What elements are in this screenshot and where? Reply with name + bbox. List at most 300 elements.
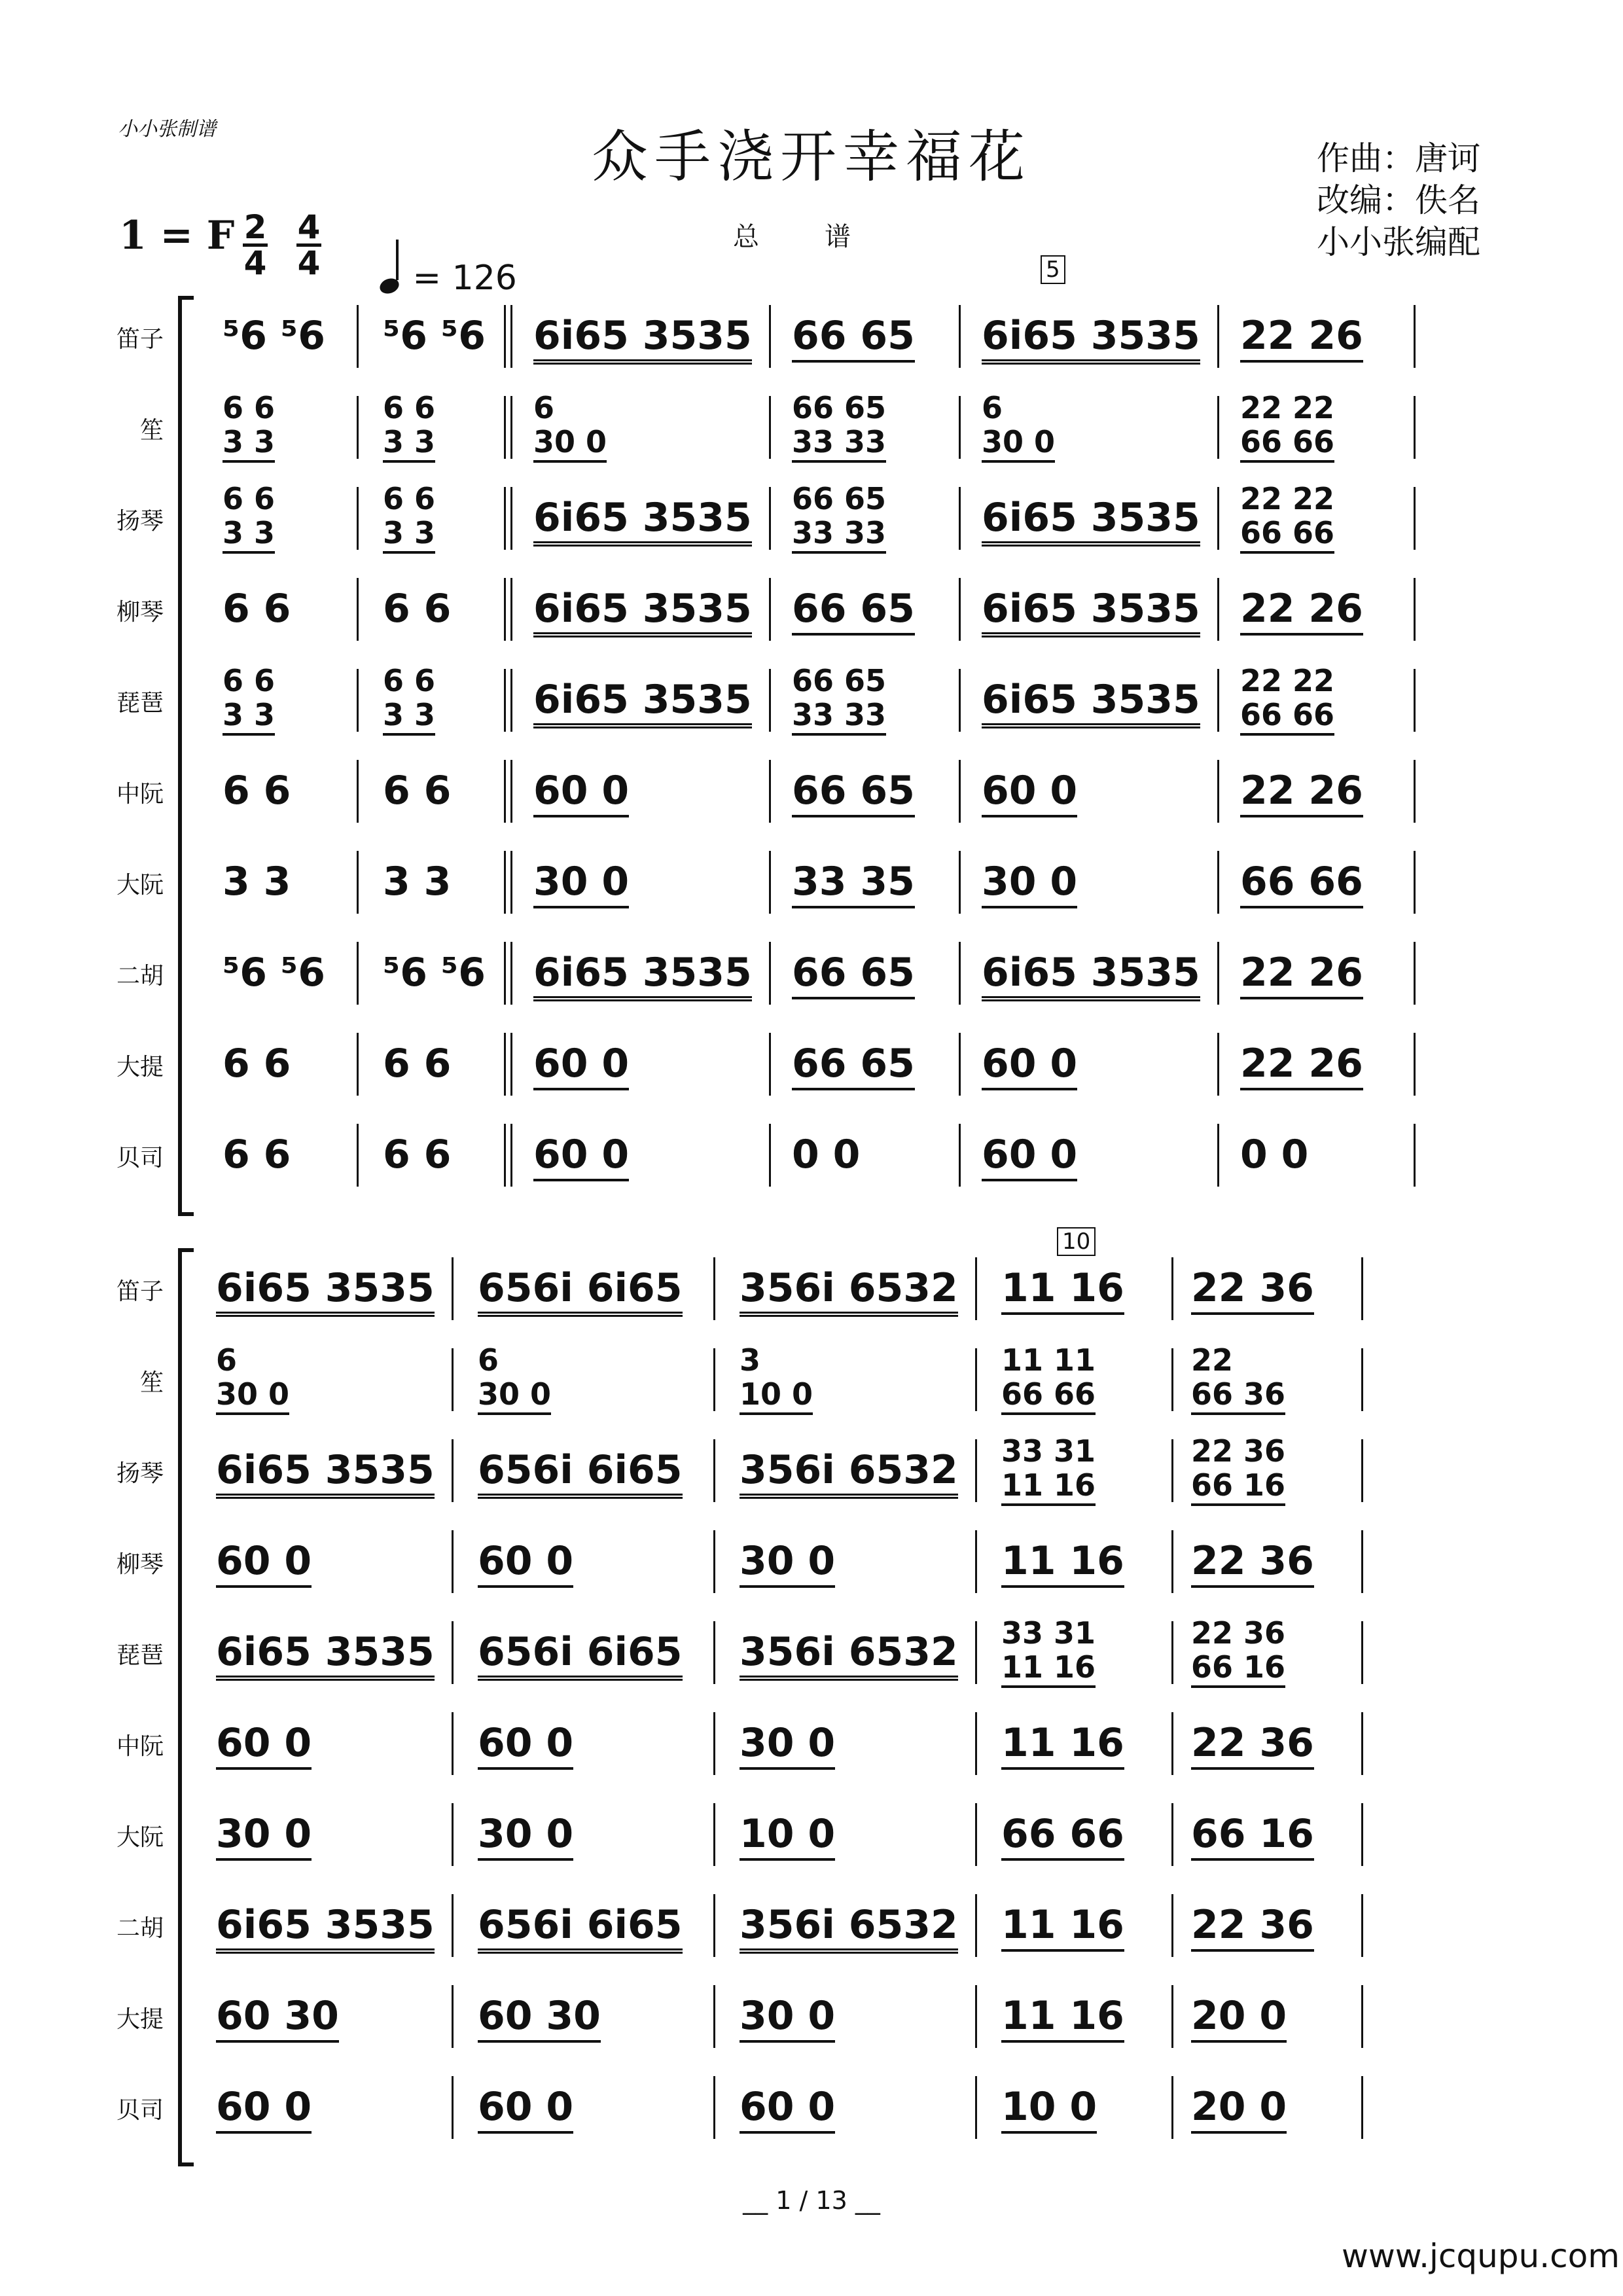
staff-row: [0, 295, 1623, 380]
score-maker: 小小张制谱: [118, 118, 216, 141]
measure-notes: [1191, 1343, 1285, 1415]
measure-notes: 60 0: [533, 1132, 629, 1181]
measure-notes: 60 0: [982, 1132, 1077, 1181]
barline: [452, 1621, 454, 1684]
measure-notes: [1001, 1343, 1096, 1415]
barline: [1217, 760, 1219, 823]
staff-row: [0, 1884, 1623, 1969]
measure-notes: [478, 1343, 551, 1415]
stacked-notes: 6: [478, 1342, 499, 1378]
staff-row: [0, 1793, 1623, 1878]
stacked-notes: 66 66: [1001, 1377, 1096, 1415]
measure-notes: ⁵6 ⁵6: [383, 950, 486, 996]
staff-row: [0, 1702, 1623, 1787]
brace-cap: [178, 2162, 194, 2166]
barline: [504, 851, 512, 914]
measure-notes: 22 36: [1191, 1720, 1314, 1770]
measure-notes: 20 0: [1191, 2084, 1287, 2134]
stacked-notes: 10 0: [740, 1377, 813, 1415]
barline: [1217, 669, 1219, 732]
measure-notes: 66 66: [1240, 859, 1363, 908]
measure-notes: 6i65 3535: [216, 1265, 435, 1317]
measure-notes: [223, 482, 275, 554]
end-barline: [1414, 305, 1416, 368]
barline: [769, 396, 771, 459]
barline: [1217, 1124, 1219, 1187]
stacked-notes: 30 0: [533, 425, 607, 463]
barline: [769, 305, 771, 368]
barline: [769, 669, 771, 732]
staff-row: [0, 476, 1623, 562]
score-kind: 总谱: [733, 222, 916, 252]
arranger: 改编：佚名: [1317, 181, 1480, 219]
staff-row: [0, 840, 1623, 925]
measure-notes: 6i65 3535: [216, 1902, 435, 1954]
stacked-notes: 11 16: [1001, 1468, 1096, 1506]
end-barline: [1361, 1621, 1363, 1684]
barline: [975, 1985, 977, 2048]
staff-row: [0, 658, 1623, 744]
measure-notes: [223, 664, 275, 736]
barline: [959, 1033, 961, 1096]
measure-notes: 6 6: [383, 768, 452, 814]
stacked-notes: 11 16: [1001, 1650, 1096, 1688]
measure-notes: 66 16: [1191, 1811, 1314, 1861]
measure-notes: 0 0: [1240, 1132, 1309, 1177]
instrument-label: 中阮: [116, 781, 164, 808]
barline: [452, 2076, 454, 2139]
barline: [713, 1348, 715, 1411]
stacked-notes: 3 3: [383, 516, 435, 554]
end-barline: [1414, 578, 1416, 641]
stacked-notes: 22 22: [1240, 481, 1335, 516]
measure-notes: [383, 664, 435, 736]
barline: [959, 578, 961, 641]
stacked-notes: 33 33: [792, 516, 886, 554]
stacked-notes: 66 66: [1240, 516, 1334, 554]
stacked-notes: 66 65: [792, 663, 887, 698]
measure-notes: [1191, 1616, 1285, 1688]
measure-notes: 30 0: [740, 1720, 835, 1770]
instrument-label: 中阮: [116, 1733, 164, 1760]
measure-notes: 6 6: [223, 586, 291, 632]
barline: [452, 1439, 454, 1502]
barline: [769, 1124, 771, 1187]
measure-notes: [383, 482, 435, 554]
barline: [504, 1124, 512, 1187]
measure-notes: [383, 391, 435, 463]
measure-notes: [1240, 391, 1334, 463]
measure-notes: [792, 664, 886, 736]
stacked-notes: 3 3: [223, 516, 275, 554]
end-barline: [1414, 1033, 1416, 1096]
stacked-notes: 6 6: [383, 390, 436, 425]
measure-notes: [792, 482, 886, 554]
measure-notes: 656i 6i65: [478, 1629, 683, 1681]
stacked-notes: 66 65: [792, 390, 887, 425]
barline: [959, 487, 961, 550]
stacked-notes: 11 11: [1001, 1342, 1096, 1378]
measure-notes: [740, 1343, 813, 1415]
measure-notes: 6i65 3535: [533, 950, 752, 1001]
bar-number-10: 10: [1057, 1227, 1096, 1256]
barline: [452, 1803, 454, 1866]
instrument-label: 扬琴: [116, 508, 164, 535]
stacked-notes: 3 3: [383, 698, 435, 736]
barline: [1171, 1257, 1173, 1320]
barline: [357, 487, 359, 550]
measure-notes: 66 65: [792, 586, 915, 636]
barline: [452, 1894, 454, 1957]
barline: [357, 1033, 359, 1096]
stacked-notes: 30 0: [216, 1377, 289, 1415]
barline: [1171, 1439, 1173, 1502]
measure-notes: [216, 1343, 289, 1415]
measure-notes: 11 16: [1001, 1993, 1124, 2043]
stacked-notes: 6 6: [383, 481, 436, 516]
end-barline: [1361, 1348, 1363, 1411]
measure-notes: 6i65 3535: [982, 495, 1200, 547]
barline: [452, 1530, 454, 1593]
stacked-notes: 22 36: [1191, 1615, 1286, 1651]
key-signature: 1 = F: [119, 213, 235, 259]
measure-notes: ⁵6 ⁵6: [223, 313, 325, 359]
stacked-notes: 33 31: [1001, 1433, 1096, 1469]
measure-notes: 60 0: [982, 1041, 1077, 1090]
measure-notes: 11 16: [1001, 1538, 1124, 1588]
measure-notes: 20 0: [1191, 1993, 1287, 2043]
barline: [959, 396, 961, 459]
barline: [1217, 851, 1219, 914]
bar-number-5: 5: [1041, 255, 1065, 284]
stacked-notes: 66 65: [792, 481, 887, 516]
barline: [1171, 1621, 1173, 1684]
barline: [959, 1124, 961, 1187]
composer: 作曲：唐诃: [1317, 139, 1480, 177]
measure-notes: [533, 391, 607, 463]
measure-notes: 6i65 3535: [533, 586, 752, 637]
measure-notes: 22 26: [1240, 1041, 1363, 1090]
instrument-label: 二胡: [116, 963, 164, 990]
stacked-notes: 30 0: [982, 425, 1055, 463]
tempo-value: = 126: [412, 259, 517, 298]
measure-notes: 66 66: [1001, 1811, 1124, 1861]
stacked-notes: 3 3: [223, 698, 275, 736]
end-barline: [1361, 1257, 1363, 1320]
end-barline: [1361, 1803, 1363, 1866]
measure-notes: [1191, 1434, 1285, 1506]
measure-notes: 356i 6532: [740, 1265, 958, 1317]
measure-notes: 356i 6532: [740, 1902, 958, 1954]
staff-row: [0, 1520, 1623, 1605]
measure-notes: 66 65: [792, 950, 915, 999]
end-barline: [1361, 2076, 1363, 2139]
measure-notes: 656i 6i65: [478, 1902, 683, 1954]
instrument-label: 笛子: [116, 326, 164, 353]
measure-notes: 60 0: [478, 1720, 573, 1770]
stacked-notes: 6 6: [223, 663, 276, 698]
measure-notes: 66 65: [792, 1041, 915, 1090]
barline: [959, 669, 961, 732]
barline: [975, 1712, 977, 1775]
barline: [713, 1257, 715, 1320]
measure-notes: 6 6: [383, 1132, 452, 1177]
measure-notes: 11 16: [1001, 1902, 1124, 1952]
barline: [1217, 487, 1219, 550]
stacked-notes: 66 66: [1240, 698, 1334, 736]
brace-cap: [178, 1212, 194, 1216]
barline: [975, 1803, 977, 1866]
stacked-notes: 3: [740, 1342, 761, 1378]
measure-notes: 60 30: [478, 1993, 601, 2043]
barline: [769, 760, 771, 823]
measure-notes: 356i 6532: [740, 1629, 958, 1681]
barline: [1217, 942, 1219, 1005]
measure-notes: 60 0: [740, 2084, 835, 2134]
time-sig-1-den: 4: [243, 244, 267, 282]
barline: [769, 487, 771, 550]
end-barline: [1414, 669, 1416, 732]
barline: [1171, 1348, 1173, 1411]
instrument-label: 二胡: [116, 1915, 164, 1942]
measure-notes: 6 6: [223, 1132, 291, 1177]
stacked-notes: 6 6: [383, 663, 436, 698]
end-barline: [1361, 1530, 1363, 1593]
measure-notes: 22 26: [1240, 950, 1363, 999]
measure-notes: 60 0: [216, 1538, 312, 1588]
stacked-notes: 30 0: [478, 1377, 551, 1415]
barline: [713, 1439, 715, 1502]
barline: [504, 396, 512, 459]
barline: [975, 1348, 977, 1411]
barline: [357, 669, 359, 732]
instrument-label: 柳琴: [116, 1551, 164, 1578]
measure-notes: 6i65 3535: [216, 1447, 435, 1499]
measure-notes: 6 6: [383, 586, 452, 632]
note-stem: [396, 240, 399, 280]
stacked-notes: 66 16: [1191, 1468, 1285, 1506]
staff-row: [0, 1113, 1623, 1198]
measure-notes: 60 30: [216, 1993, 339, 2043]
barline: [713, 1803, 715, 1866]
end-barline: [1414, 851, 1416, 914]
instrument-label: 大阮: [116, 872, 164, 899]
barline: [1171, 1530, 1173, 1593]
barline: [975, 1439, 977, 1502]
barline: [959, 305, 961, 368]
measure-notes: ⁵6 ⁵6: [223, 950, 325, 996]
measure-notes: 60 0: [533, 768, 629, 817]
measure-notes: 11 16: [1001, 1720, 1124, 1770]
measure-notes: 60 0: [216, 2084, 312, 2134]
measure-notes: 6i65 3535: [982, 677, 1200, 728]
barline: [769, 942, 771, 1005]
end-barline: [1414, 487, 1416, 550]
tempo-marking: [380, 249, 517, 298]
end-barline: [1361, 1894, 1363, 1957]
barline: [713, 1621, 715, 1684]
stacked-notes: 33 33: [792, 425, 886, 463]
instrument-label: 笙: [139, 1369, 164, 1396]
stacked-notes: 6: [982, 390, 1003, 425]
barline: [975, 1894, 977, 1957]
staff-row: [0, 1022, 1623, 1107]
measure-notes: ⁵6 ⁵6: [383, 313, 486, 359]
page-number: __ 1 / 13 __: [743, 2186, 880, 2215]
barline: [713, 1985, 715, 2048]
measure-notes: 33 35: [792, 859, 915, 908]
stacked-notes: 22 22: [1240, 663, 1335, 698]
end-barline: [1414, 1124, 1416, 1187]
measure-notes: 22 36: [1191, 1538, 1314, 1588]
barline: [504, 760, 512, 823]
measure-notes: 656i 6i65: [478, 1447, 683, 1499]
time-sig-1-num: 2: [243, 208, 267, 246]
measure-notes: [1001, 1434, 1096, 1506]
end-barline: [1414, 760, 1416, 823]
barline: [357, 942, 359, 1005]
instrument-label: 笙: [139, 417, 164, 444]
barline: [452, 1257, 454, 1320]
instrument-label: 琵琶: [116, 690, 164, 717]
staff-row: [0, 567, 1623, 653]
measure-notes: 6 6: [383, 1041, 452, 1086]
orchestrator: 小小张编配: [1317, 223, 1480, 261]
measure-notes: 30 0: [740, 1538, 835, 1588]
stacked-notes: 33 33: [792, 698, 886, 736]
end-barline: [1414, 396, 1416, 459]
stacked-notes: 6 6: [223, 481, 276, 516]
instrument-label: 扬琴: [116, 1460, 164, 1487]
barline: [975, 1257, 977, 1320]
measure-notes: 10 0: [1001, 2084, 1097, 2134]
time-sig-2-num: 4: [297, 208, 321, 246]
barline: [959, 942, 961, 1005]
credits: [1317, 137, 1480, 263]
stacked-notes: 3 3: [383, 425, 435, 463]
measure-notes: 30 0: [740, 1993, 835, 2043]
measure-notes: [223, 391, 275, 463]
barline: [1217, 305, 1219, 368]
barline: [959, 760, 961, 823]
barline: [1171, 2076, 1173, 2139]
barline: [1171, 1712, 1173, 1775]
staff-row: [0, 1611, 1623, 1696]
barline: [713, 2076, 715, 2139]
stacked-notes: 22: [1191, 1342, 1234, 1378]
barline: [975, 1621, 977, 1684]
barline: [504, 487, 512, 550]
stacked-notes: 6: [216, 1342, 238, 1378]
measure-notes: 656i 6i65: [478, 1265, 683, 1317]
barline: [959, 851, 961, 914]
instrument-label: 大提: [116, 1054, 164, 1081]
instrument-label: 笛子: [116, 1278, 164, 1305]
stacked-notes: 66 16: [1191, 1650, 1285, 1688]
instrument-label: 贝司: [116, 2097, 164, 2124]
staff-row: [0, 1429, 1623, 1514]
measure-notes: 6i65 3535: [533, 495, 752, 547]
staff-row: [0, 1247, 1623, 1332]
measure-notes: 60 0: [216, 1720, 312, 1770]
end-barline: [1361, 1712, 1363, 1775]
measure-notes: 30 0: [478, 1811, 573, 1861]
measure-notes: 11 16: [1001, 1265, 1124, 1315]
barline: [357, 760, 359, 823]
time-sig-2-den: 4: [297, 244, 321, 282]
measure-notes: 6 6: [223, 1041, 291, 1086]
barline: [769, 1033, 771, 1096]
instrument-label: 柳琴: [116, 599, 164, 626]
barline: [769, 851, 771, 914]
measure-notes: 10 0: [740, 1811, 835, 1861]
stacked-notes: 66 66: [1240, 425, 1334, 463]
barline: [504, 1033, 512, 1096]
measure-notes: 0 0: [792, 1132, 861, 1177]
measure-notes: 60 0: [533, 1041, 629, 1090]
end-barline: [1361, 1985, 1363, 2048]
measure-notes: 60 0: [478, 1538, 573, 1588]
site-watermark: www.jcqupu.com: [1342, 2237, 1620, 2275]
measure-notes: 30 0: [216, 1811, 312, 1861]
time-signature-2: [294, 208, 323, 282]
staff-row: [0, 749, 1623, 834]
stacked-notes: 3 3: [223, 425, 275, 463]
measure-notes: 22 26: [1240, 768, 1363, 817]
stacked-notes: 6: [533, 390, 555, 425]
instrument-label: 大提: [116, 2006, 164, 2033]
barline: [357, 1124, 359, 1187]
measure-notes: 3 3: [223, 859, 291, 905]
staff-row: [0, 1975, 1623, 2060]
barline: [975, 1530, 977, 1593]
barline: [504, 942, 512, 1005]
barline: [713, 1530, 715, 1593]
staff-row: [0, 1338, 1623, 1423]
measure-notes: 6i65 3535: [216, 1629, 435, 1681]
barline: [357, 396, 359, 459]
barline: [1217, 396, 1219, 459]
measure-notes: 6i65 3535: [533, 677, 752, 728]
barline: [504, 305, 512, 368]
barline: [713, 1894, 715, 1957]
barline: [357, 578, 359, 641]
measure-notes: 22 26: [1240, 313, 1363, 363]
measure-notes: [982, 391, 1055, 463]
measure-notes: [1240, 482, 1334, 554]
measure-notes: 6 6: [223, 768, 291, 814]
stacked-notes: 66 36: [1191, 1377, 1285, 1415]
barline: [713, 1712, 715, 1775]
measure-notes: [1240, 664, 1334, 736]
measure-notes: 6i65 3535: [533, 313, 752, 365]
measure-notes: 6i65 3535: [982, 313, 1200, 365]
barline: [504, 669, 512, 732]
staff-row: [0, 931, 1623, 1016]
barline: [975, 2076, 977, 2139]
measure-notes: 3 3: [383, 859, 452, 905]
barline: [1171, 1894, 1173, 1957]
measure-notes: 60 0: [982, 768, 1077, 817]
stacked-notes: 33 31: [1001, 1615, 1096, 1651]
end-barline: [1361, 1439, 1363, 1502]
measure-notes: 60 0: [478, 2084, 573, 2134]
staff-row: [0, 2066, 1623, 2151]
barline: [1217, 578, 1219, 641]
measure-notes: [1001, 1616, 1096, 1688]
stacked-notes: 22 22: [1240, 390, 1335, 425]
measure-notes: 356i 6532: [740, 1447, 958, 1499]
